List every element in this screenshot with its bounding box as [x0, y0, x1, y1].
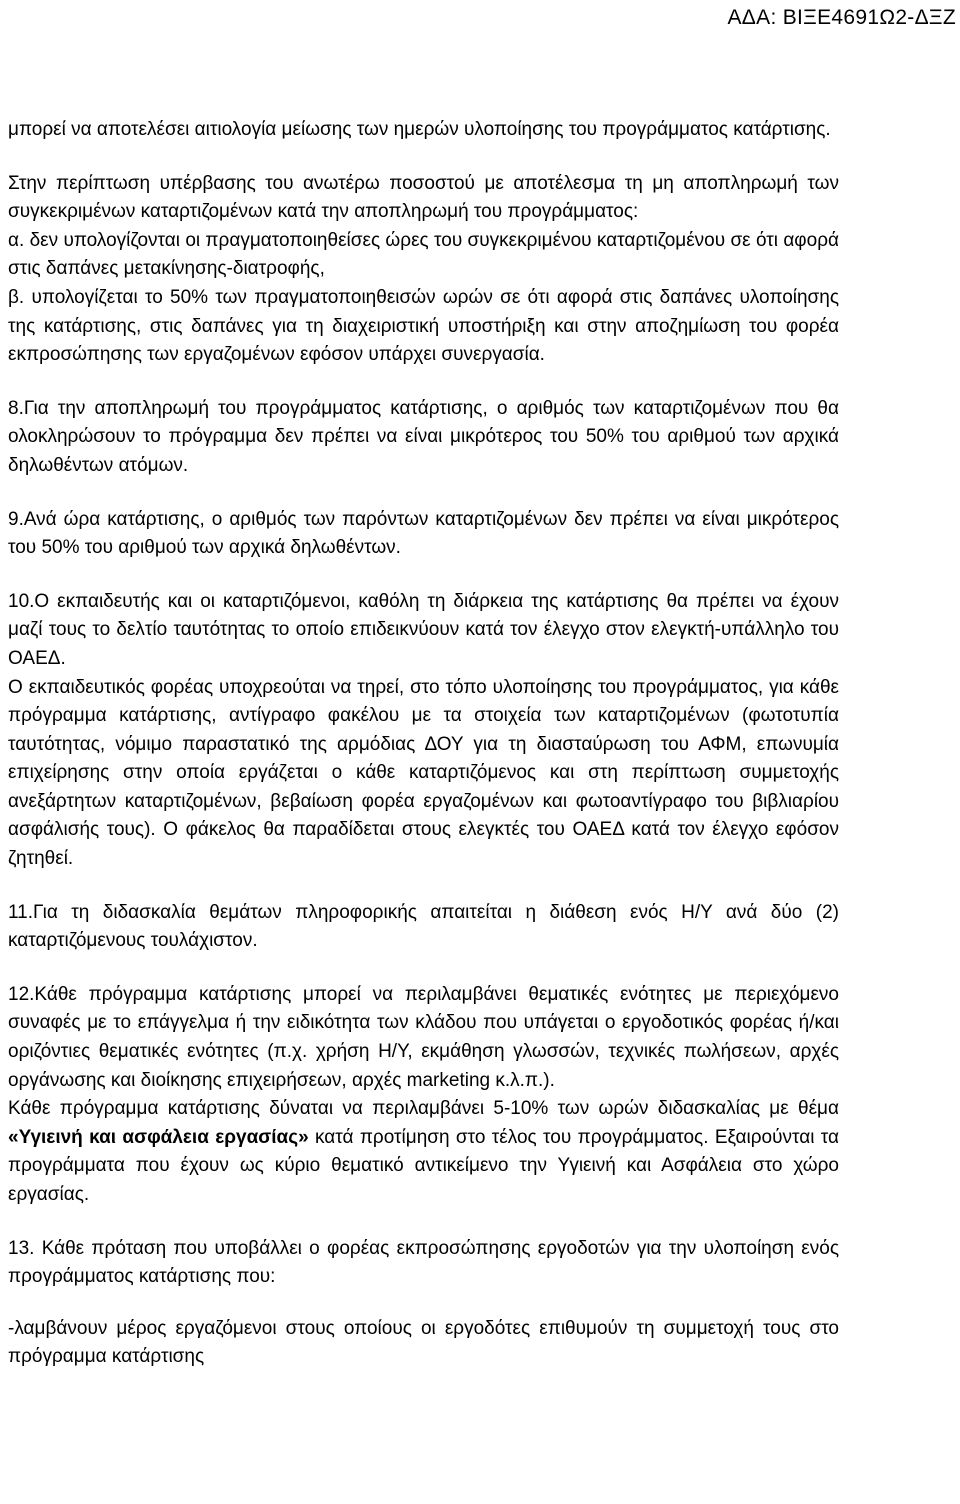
document-body: [8, 116, 839, 1372]
paragraph-continuation: μπορεί να αποτελέσει αιτιολογία μείωσης των ημερών υλοποίησης του προγράμματος κατάρτισης.: [8, 119, 831, 140]
ada-code: ΑΔΑ: ΒΙΞΕ4691Ω2-ΔΞΖ: [727, 6, 956, 29]
paragraph-participants: -λαμβάνουν μέρος εργαζόμενοι στους οποίους οι εργοδότες επιθυμούν τη συμμετοχή τους στο πρόγραμμα κατάρτισης: [8, 1317, 839, 1368]
paragraph-provider-obligations: Ο εκπαιδευτικός φορέας υποχρεούται να τηρεί, στο τόπο υλοποίησης του προγράμματος, για κάθε πρόγραμμα κατάρτισης, αντίγραφο φακέλου με τα στοιχεία των καταρτιζομένων (φωτοτυπία ταυτότητας, νόμιμο παραστατικό της αρμόδιας ΔΟΥ για τη διασταύρωση του ΑΦΜ, επωνυμία επιχείρησης στην οποία εργάζεται ο κάθε καταρτιζόμενος και στη περίπτωση συμμετοχής ανεξάρτητων καταρτιζομένων, βεβαίωση φορέα εργαζομένων και φωτοαντίγραφο του βιβλιαρίου ασφάλισής τους). Ο φάκελος θα παραδίδεται στους ελεγκτές του ΟΑΕΔ κατά τον έλεγχο εφόσον ζητηθεί.: [8, 676, 839, 870]
paragraph-11: 11.Για τη διδασκαλία θεμάτων πληροφορικής απαιτείται η διάθεση ενός Η/Υ ανά δύο (2) καταρτιζόμενους τουλάχιστον.: [8, 901, 839, 952]
paragraph-item-b: β. υπολογίζεται το 50% των πραγματοποιηθεισών ωρών σε ότι αφορά στις δαπάνες υλοποίησης της κατάρτισης, στις δαπάνες για τη διαχειριστική υποστήριξη και στην αποζημίωση του φορέα εκπροσώπησης των εργαζομένων εφόσον υπάρχει συνεργασία.: [8, 286, 839, 366]
health-safety-emphasis: «Υγιεινή και ασφάλεια εργασίας»: [8, 1126, 309, 1148]
paragraph-13: 13. Κάθε πρόταση που υποβάλλει ο φορέας εκπροσώπησης εργοδοτών για την υλοποίηση ενός προγράμματος κατάρτισης που:: [8, 1237, 839, 1288]
paragraph-item-a: α. δεν υπολογίζονται οι πραγματοποιηθείσες ώρες του συγκεκριμένου καταρτιζομένου σε ότι αφορά στις δαπάνες μετακίνησης-διατροφής,: [8, 229, 839, 280]
paragraph-9: 9.Ανά ώρα κατάρτισης, ο αριθμός των παρόντων καταρτιζομένων δεν πρέπει να είναι μικρότερος του 50% του αριθμού των αρχικά δηλωθέντων.: [8, 508, 839, 559]
health-safety-text-pre: Κάθε πρόγραμμα κατάρτισης δύναται να περιλαμβάνει 5-10% των ωρών διδασκαλίας με θέμα: [8, 1098, 839, 1120]
paragraph-8: 8.Για την αποπληρωμή του προγράμματος κατάρτισης, ο αριθμός των καταρτιζομένων που θα ολοκληρώσουν το πρόγραμμα δεν πρέπει να είναι μικρότερος του 50% του αριθμού των αρχικά δηλωθέντων ατόμων.: [8, 397, 839, 476]
paragraph-10: 10.Ο εκπαιδευτής και οι καταρτιζόμενοι, καθόλη τη διάρκεια της κατάρτισης θα πρέπει να έχουν μαζί τους το δελτίο ταυτότητας το οποίο επιδεικνύουν κατά τον έλεγχο στον ελεγκτή-υπάλληλο του ΟΑΕΔ.: [8, 590, 839, 669]
paragraph-exceeding: Στην περίπτωση υπέρβασης του ανωτέρω ποσοστού με αποτέλεσμα τη μη αποπληρωμή των συγκεκριμένων καταρτιζομένων κατά την αποπληρωμή του προγράμματος:: [8, 172, 839, 223]
paragraph-health-safety: [8, 1095, 839, 1209]
health-safety-text-post: κατά προτίμηση στο τέλος του προγράμματος. Εξαιρούνται τα προγράμματα που έχουν ως κύριο θεματικό αντικείμενο την Υγιεινή και Ασφάλεια στο χώρο εργασίας.: [8, 1126, 839, 1205]
paragraph-12: 12.Κάθε πρόγραμμα κατάρτισης μπορεί να περιλαμβάνει θεματικές ενότητες με περιεχόμενο συναφές με το επάγγελμα ή την ειδικότητα των κλάδου που υπάγεται ο εργοδοτικός φορέας ή/και οριζόντιες θεματικές ενότητες (π.χ. χρήση Η/Υ, εκμάθηση γλωσσών, τεχνικές πωλήσεων, αρχές οργάνωσης και διοίκησης επιχειρήσεων, αρχές marketing κ.λ.π.).: [8, 983, 839, 1091]
